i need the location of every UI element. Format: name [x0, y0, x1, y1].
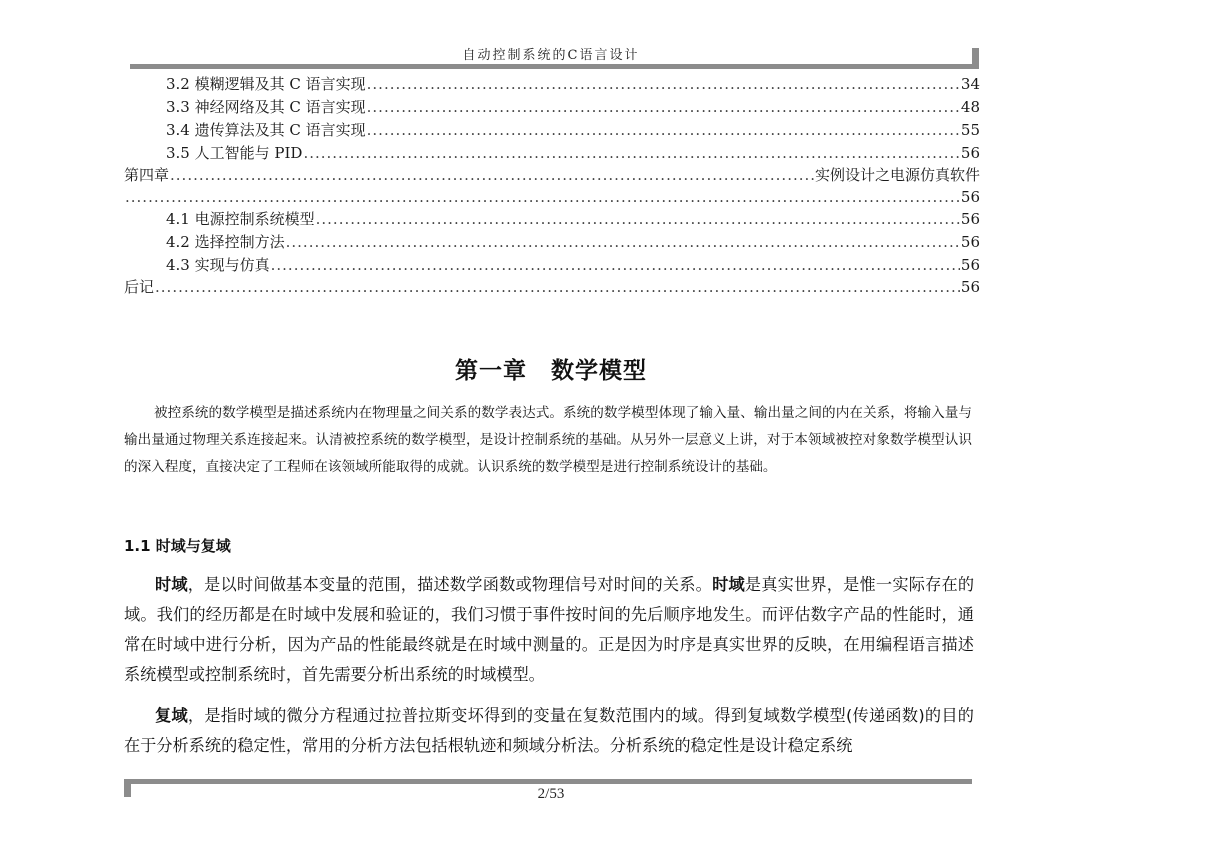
toc-leader [303, 143, 959, 163]
toc-entry-page: 56 [960, 188, 980, 206]
bold-term: 时域 [155, 575, 188, 594]
toc-leader [271, 255, 960, 275]
toc-leader [367, 120, 960, 140]
toc-entry-chapter [124, 165, 980, 185]
toc-entry-page: 56 [960, 144, 980, 162]
toc-leader [125, 187, 960, 207]
toc-entry-label: 第四章 [124, 166, 170, 184]
intro-paragraph: 被控系统的数学模型是描述系统内在物理量之间关系的数学表达式。系统的数学模型体现了输入量、输出量之间的内在关系，将输入量与输出量通过物理关系连接起来。认清被控系统的数学模型，是设计控制系统的基础。从另外一层意义上讲，对于本领域被控对象数学模型认识的深入程度，直接决定了工程师在该领域所能取得的成就。认识系统的数学模型是进行控制系统设计的基础。 [124, 405, 972, 475]
toc-entry-continued [124, 187, 980, 207]
bold-term: 复域 [155, 706, 188, 725]
section-heading: 1.1 时域与复域 [124, 537, 231, 555]
body-paragraph [124, 570, 974, 690]
toc-entry-page: 56 [960, 256, 980, 274]
toc-entry-label: 4.2 选择控制方法 [166, 233, 285, 251]
toc-entry [166, 232, 980, 252]
toc-entry-page: 34 [960, 75, 980, 93]
toc-entry-label: 后记 [124, 278, 155, 296]
toc-entry [124, 277, 980, 297]
toc-entry-page: 56 [960, 278, 980, 296]
toc-leader [367, 97, 960, 117]
header-rule [130, 64, 979, 69]
toc-entry [166, 97, 980, 117]
chapter-title: 第一章 数学模型 [455, 358, 647, 384]
toc-entry-page: 56 [960, 233, 980, 251]
toc-entry-page: 55 [960, 121, 980, 139]
toc-entry-label: 4.3 实现与仿真 [166, 256, 270, 274]
toc-entry [166, 120, 980, 140]
body-paragraph [124, 701, 974, 761]
toc-leader [170, 165, 814, 185]
toc-leader [155, 277, 960, 297]
paragraph-text: 是真实世界，是惟一实际存在的域。我们的经历都是在时域中发展和验证的，我们习惯于事件按时间的先后顺序地发生。而评估数字产品的性能时，通常在时域中进行分析，因为产品的性能最终就是在时域中测量的。正是因为时序是真实世界的反映，在用编程语言描述系统模型或控制系统时，首先需要分析出系统的时域模型。 [124, 575, 975, 684]
toc-entry [166, 209, 980, 229]
toc-entry [166, 74, 980, 94]
toc-entry [166, 255, 980, 275]
toc-entry-label: 4.1 电源控制系统模型 [166, 210, 315, 228]
toc-entry-label: 3.2 模糊逻辑及其 C 语言实现 [166, 75, 366, 93]
toc-entry-page: 48 [960, 98, 980, 116]
toc-leader [316, 209, 960, 229]
paragraph-text: ，是以时间做基本变量的范围，描述数学函数或物理信号对时间的关系。 [187, 575, 713, 594]
toc-entry-label: 3.4 遗传算法及其 C 语言实现 [166, 121, 366, 139]
toc-entry [166, 143, 980, 163]
toc-entry-title: 实例设计之电源仿真软件 [814, 166, 980, 184]
toc-leader [367, 74, 960, 94]
toc-entry-label: 3.5 人工智能与 PID [166, 144, 303, 162]
toc-entry-label: 3.3 神经网络及其 C 语言实现 [166, 98, 366, 116]
toc-leader [286, 232, 960, 252]
toc-entry-page: 56 [960, 210, 980, 228]
running-header-title: 自动控制系统的C语言设计 [462, 48, 640, 63]
page-number: 2/53 [537, 786, 565, 802]
bold-term: 时域 [712, 575, 745, 594]
footer-rule [124, 779, 972, 784]
paragraph-text: ，是指时域的微分方程通过拉普拉斯变坏得到的变量在复数范围内的域。得到复域数学模型(传递函数)的目的在于分析系统的稳定性，常用的分析方法包括根轨迹和频域分析法。分析系统的稳定性是设计稳定系统 [124, 706, 974, 755]
header-rule-tab [972, 48, 979, 66]
